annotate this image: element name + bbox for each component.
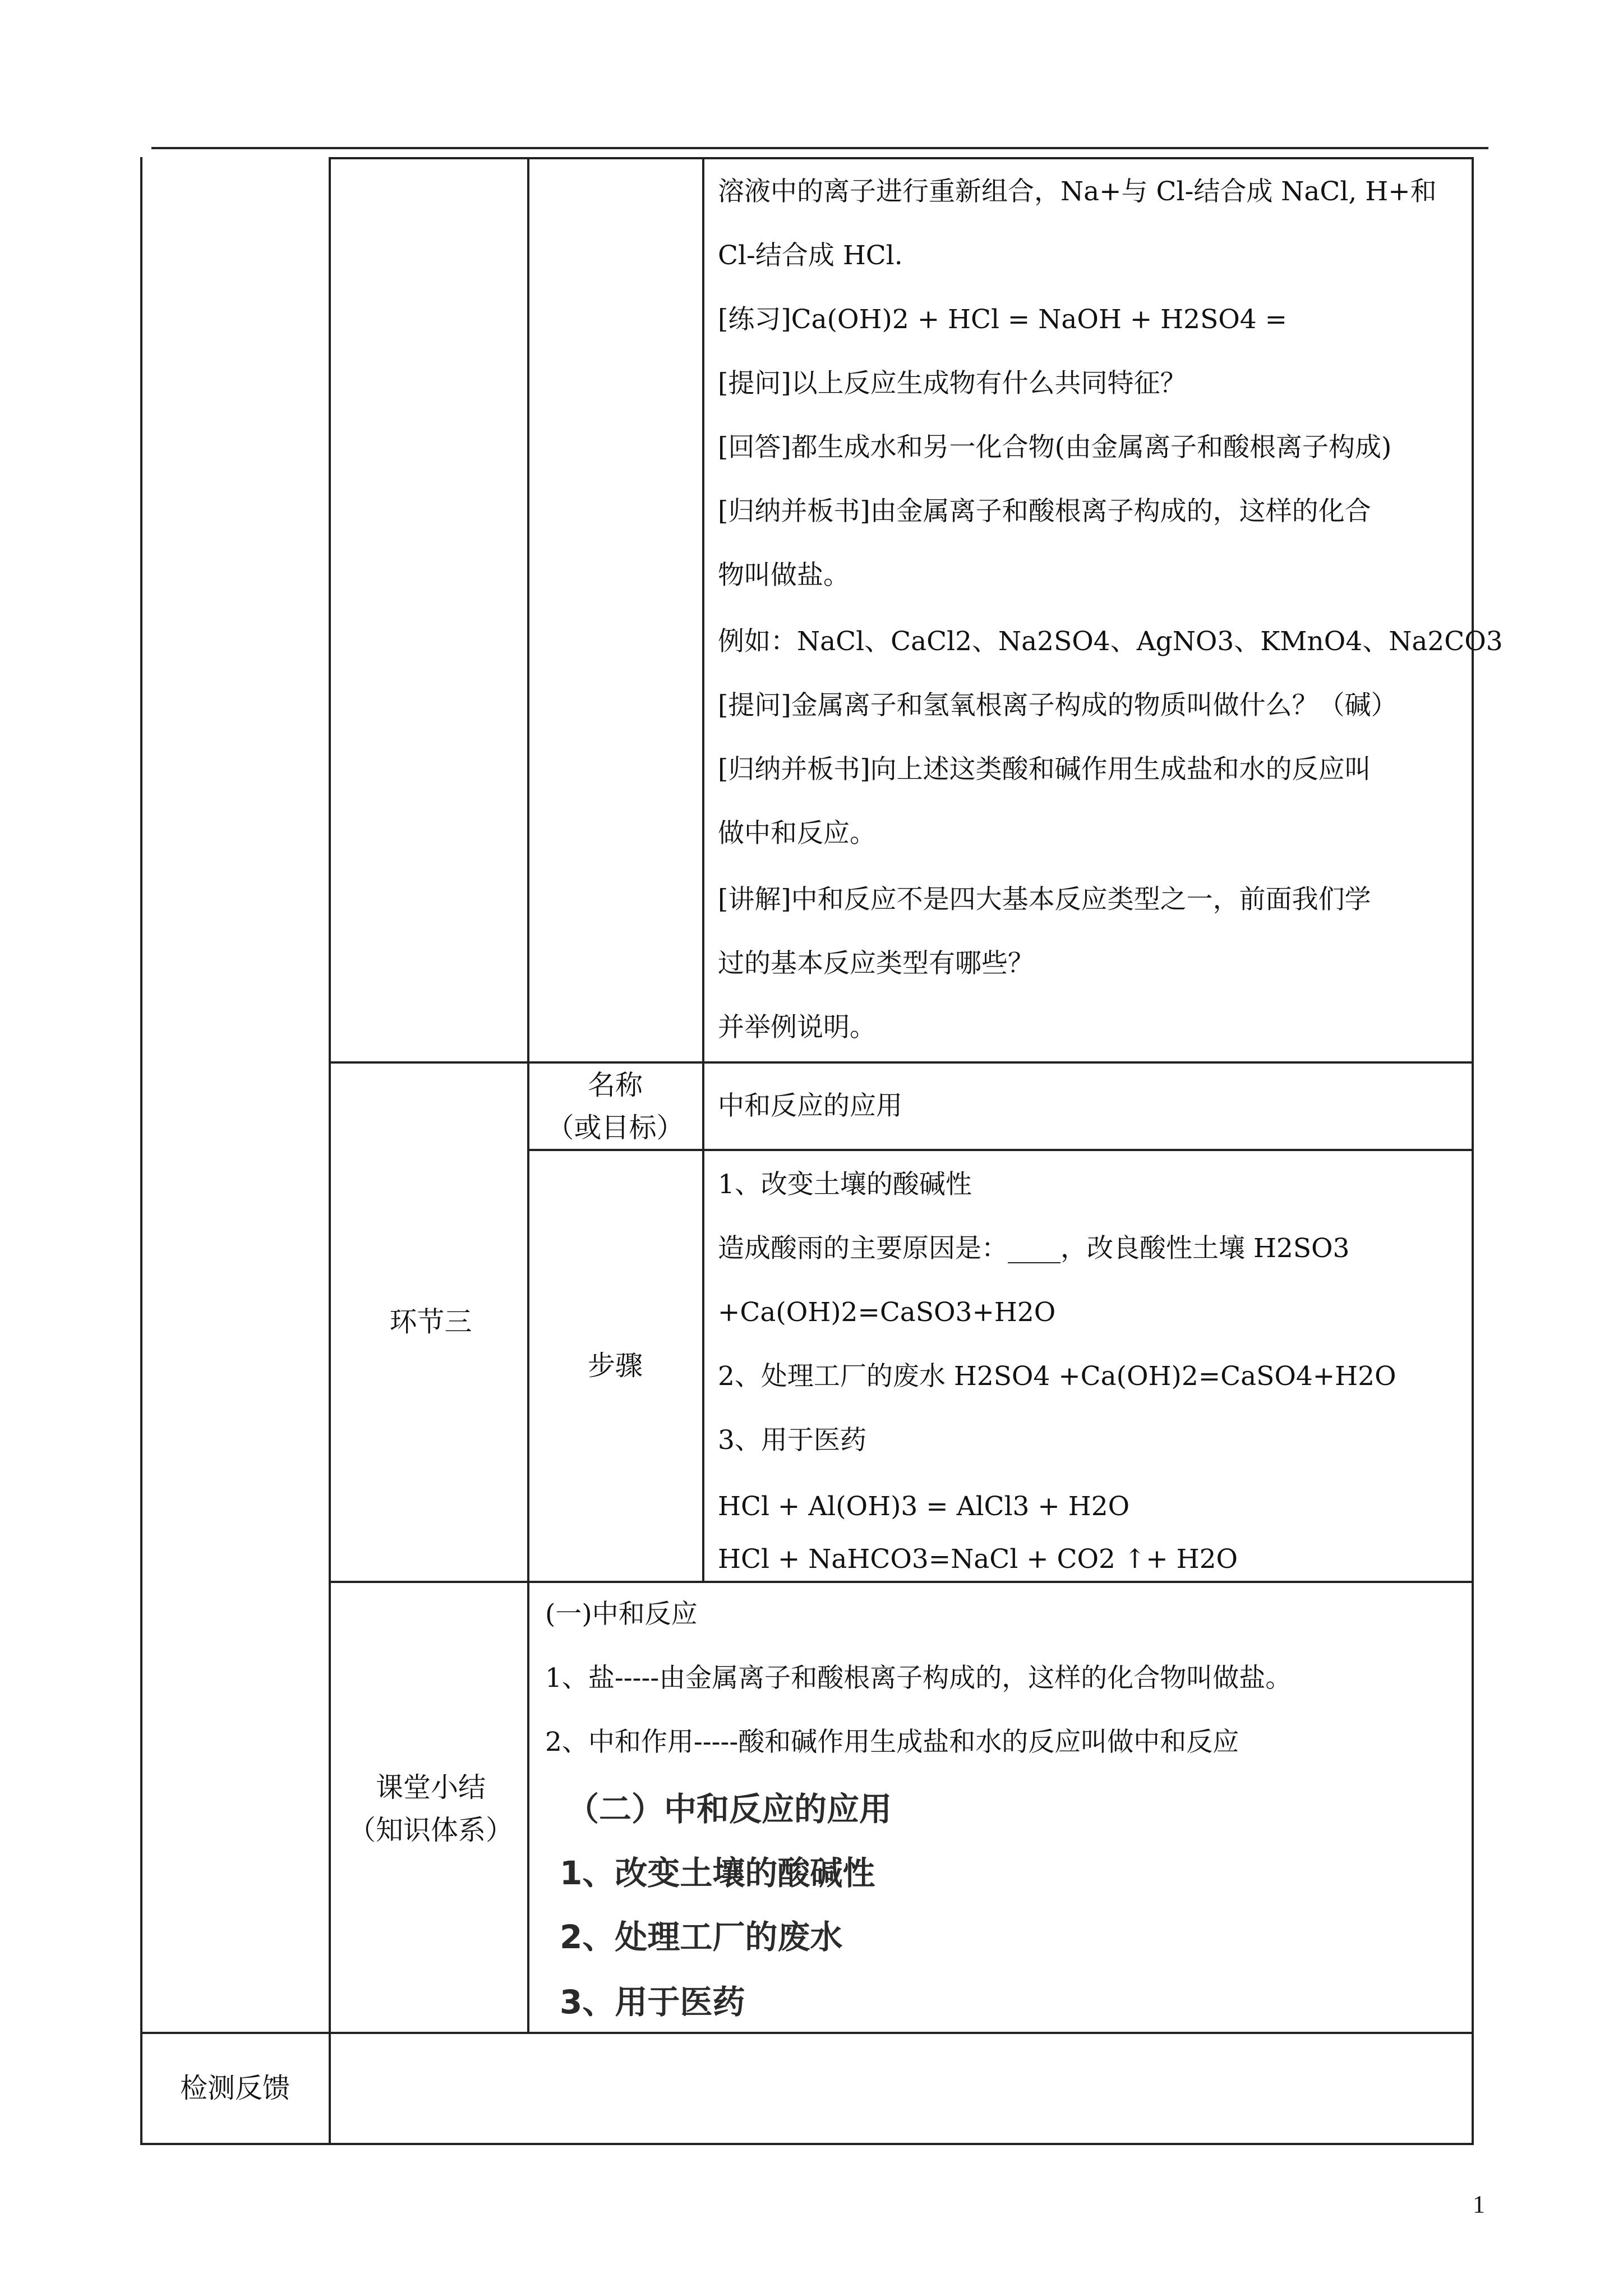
content-line: [回答]都生成水和另一化合物(由金属离子和酸根离子构成): [718, 432, 1392, 463]
summary-line: (一)中和反应: [545, 1599, 698, 1630]
content-line: [归纳并板书]由金属离子和酸根离子构成的，这样的化合: [718, 496, 1371, 527]
content-line: [讲解]中和反应不是四大基本反应类型之一，前面我们学: [718, 884, 1371, 915]
content-line: 过的基本反应类型有哪些？: [718, 948, 1034, 979]
content-line: Cl-结合成 HCl.: [718, 240, 903, 271]
name-label: 名称: [587, 1069, 643, 1101]
step-line: +Ca(OH)2=CaSO3+H2O: [718, 1297, 1056, 1328]
summary-label-sub: （知识体系）: [348, 1814, 513, 1846]
summary-image-line: 1、改变土壤的酸碱性: [560, 1854, 875, 1892]
summary-image-line: 3、用于医药: [560, 1983, 745, 2021]
summary-image-line: 2、处理工厂的废水: [560, 1918, 843, 1956]
step-line: HCl + Al(OH)3 = AlCl3 + H2O: [718, 1491, 1130, 1522]
name-label-sub: （或目标）: [546, 1112, 684, 1144]
name-value: 中和反应的应用: [718, 1091, 902, 1121]
feedback-label: 检测反馈: [179, 2072, 290, 2104]
summary-line: 2、中和作用-----酸和碱作用生成盐和水的反应叫做中和反应: [545, 1727, 1239, 1757]
steps-label: 步骤: [587, 1350, 643, 1382]
content-line: [提问]以上反应生成物有什么共同特征？: [718, 368, 1187, 399]
step-line: 造成酸雨的主要原因是：____，改良酸性土壤 H2SO3: [718, 1233, 1350, 1264]
section-label: 环节三: [389, 1306, 472, 1338]
content-line: 溶液中的离子进行重新组合，Na+与 Cl-结合成 NaCl, H+和: [718, 176, 1437, 207]
summary-label: 课堂小结: [375, 1772, 486, 1803]
summary-image-line: （二）中和反应的应用: [566, 1790, 892, 1828]
content-line: [练习]Ca(OH)2 + HCl = NaOH + H2SO4 =: [718, 304, 1288, 335]
header-rule: [151, 147, 1488, 149]
page-number: 1: [1473, 2191, 1485, 2218]
content-line: 物叫做盐。: [718, 560, 850, 591]
step-line: 1、改变土壤的酸碱性: [718, 1169, 972, 1200]
step-line: 3、用于医药: [718, 1425, 866, 1456]
summary-line: 1、盐-----由金属离子和酸根离子构成的，这样的化合物叫做盐。: [545, 1663, 1292, 1694]
content-line: 并举例说明。: [718, 1012, 876, 1043]
step-line: 2、处理工厂的废水 H2SO4 +Ca(OH)2=CaSO4+H2O: [718, 1361, 1396, 1392]
content-line: [归纳并板书]向上述这类酸和碱作用生成盐和水的反应叫: [718, 754, 1371, 785]
step-line: HCl + NaHCO3=NaCl + CO2 ↑+ H2O: [718, 1544, 1238, 1575]
content-line: 例如：NaCl、CaCl2、Na2SO4、AgNO3、KMnO4、Na2CO3: [718, 626, 1503, 657]
content-line: 做中和反应。: [718, 818, 876, 849]
content-line: [提问]金属离子和氢氧根离子构成的物质叫做什么？（碱）: [718, 690, 1398, 721]
